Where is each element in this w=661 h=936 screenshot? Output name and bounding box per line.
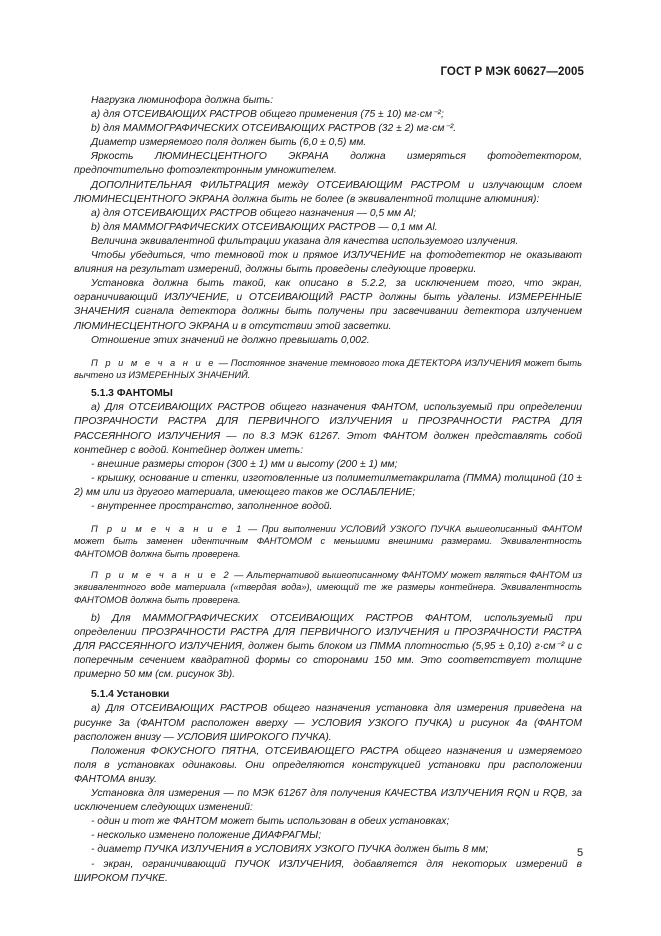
paragraph: a) Для ОТСЕИВАЮЩИХ РАСТРОВ общего назначения ФАНТОМ, используемый при определении ПРОЗРАЧНОСТИ РАСТРА ДЛЯ ПЕРВИЧНОГО ИЗЛУЧЕНИЯ и ПРОЗРАЧНОСТИ РАСТРА ДЛЯ РАССЕЯННОГО ИЗЛУЧЕНИЯ — по 8.3 МЭК 61267. Этот ФАНТОМ должен представлять собой контейнер с водой. Контейнер должен иметь: [74, 402, 582, 456]
note-text: — Альтернативой вышеописанному ФАНТОМУ может являться ФАНТОМ из эквивалентного воде материала («твердая вода»), имеющий те же размеры контейнера. Эквивалентность ФАНТОМОВ должна быть проверена. [74, 570, 582, 605]
section-heading: 5.1.3 ФАНТОМЫ [91, 388, 173, 400]
note-label: П р и м е ч а н и е [91, 357, 216, 368]
list-item: - один и тот же ФАНТОМ может быть использован в обеих установках; [91, 816, 450, 828]
paragraph: Диаметр измеряемого поля должен быть (6,0 ± 0,5) мм. [91, 137, 367, 149]
list-item: - внешние размеры сторон (300 ± 1) мм и высоту (200 ± 1) мм; [91, 458, 398, 470]
paragraph: Положения ФОКУСНОГО ПЯТНА, ОТСЕИВАЮЩЕГО РАСТРА общего назначения и измеряемого поля в установках одинаковы. Они определяются конструкцией установки при расположении ФАНТОМА внизу. [74, 745, 582, 785]
note-text: — Постоянное значение темнового тока ДЕТЕКТОРА ИЗЛУЧЕНИЯ может быть вычтено из ИЗМЕРЕННЫХ ЗНАЧЕНИЙ. [74, 357, 582, 380]
note-label: П р и м е ч а н и е 2 [91, 570, 232, 581]
list-item: b) для МАММОГРАФИЧЕСКИХ ОТСЕИВАЮЩИХ РАСТРОВ — 0,1 мм Al. [91, 221, 438, 233]
paragraph: Нагрузка люминофора должна быть: [91, 95, 274, 106]
section-heading: 5.1.4 Установки [91, 689, 170, 701]
list-item: b) для МАММОГРАФИЧЕСКИХ ОТСЕИВАЮЩИХ РАСТРОВ (32 ± 2) мг·см⁻². [91, 123, 457, 135]
paragraph: ДОПОЛНИТЕЛЬНАЯ ФИЛЬТРАЦИЯ между ОТСЕИВАЮЩИМ РАСТРОМ и излучающим слоем ЛЮМИНЕСЦЕНТНОГО ЭКРАНА должна быть не более (в эквивалентной толщине алюминия): [74, 179, 582, 205]
paragraph: Установка для измерения — по МЭК 61267 для получения КАЧЕСТВА ИЗЛУЧЕНИЯ RQN и RQB, за исключением следующих изменений: [74, 788, 582, 814]
paragraph: Установка должна быть такой, как описано в 5.2.2, за исключением того, что экран, ограничивающий ИЗЛУЧЕНИЕ, и ОТСЕИВАЮЩИЙ РАСТР должны быть удалены. ИЗМЕРЕННЫЕ ЗНАЧЕНИЯ сигнала детектора должны быть получены при засвечивании детектора излучением ЛЮМИНЕСЦЕНТНОГО ЭКРАНА и в отсутствии этой засветки. [74, 278, 582, 332]
paragraph: a) Для ОТСЕИВАЮЩИХ РАСТРОВ общего назначения установка для измерения приведена на рисунке 3а (ФАНТОМ расположен вверху — УСЛОВИЯ УЗКОГО ПУЧКА) и рисунок 4а (ФАНТОМ расположен внизу — УСЛОВИЯ ШИРОКОГО ПУЧКА). [74, 703, 582, 743]
list-item: - диаметр ПУЧКА ИЗЛУЧЕНИЯ в УСЛОВИЯХ УЗКОГО ПУЧКА должен быть 8 мм; [91, 844, 489, 856]
note [74, 523, 582, 560]
paragraph: Отношение этих значений не должно превышать 0,002. [91, 334, 370, 346]
paragraph: b) Для МАММОГРАФИЧЕСКИХ ОТСЕИВАЮЩИХ РАСТРОВ ФАНТОМ, используемый при определении ПРОЗРАЧНОСТИ РАСТРА ДЛЯ ПЕРВИЧНОГО ИЗЛУЧЕНИЯ и ПРОЗРАЧНОСТИ РАСТРА ДЛЯ РАССЕЯННОГО ИЗЛУЧЕНИЯ, должен быть блоком из ПММА плотностью (5,95 ± 0,10) г·см⁻² и с поперечным сечением квадратной формы со сторонами 150 мм. Это соответствует толщине примерно 50 мм (см. рисунок 3b). [74, 612, 582, 681]
note-label: П р и м е ч а н и е 1 [91, 524, 244, 535]
paragraph: Чтобы убедиться, что темновой ток и прямое ИЗЛУЧЕНИЕ на фотодетектор не оказывают влияния на результат измерений, должны быть проведены следующие проверки. [74, 250, 582, 276]
note-text: — При выполнении УСЛОВИЙ УЗКОГО ПУЧКА вышеописанный ФАНТОМ может быть заменен идентичным ФАНТОМОМ с меньшими внешними размерами. Эквивалентность ФАНТОМОВ должна быть проверена. [74, 524, 583, 559]
list-item: a) для ОТСЕИВАЮЩИХ РАСТРОВ общего применения (75 ± 10) мг·см⁻²; [91, 109, 444, 121]
list-item: a) для ОТСЕИВАЮЩИХ РАСТРОВ общего назначения — 0,5 мм Al; [91, 207, 417, 219]
list-item: - внутреннее пространство, заполненное водой. [91, 501, 333, 513]
paragraph: Величина эквивалентной фильтрации указана для качества используемого излучения. [91, 235, 519, 247]
note [74, 357, 582, 382]
list-item: - несколько изменено положение ДИАФРАГМЫ; [91, 830, 322, 842]
list-item: - экран, ограничивающий ПУЧОК ИЗЛУЧЕНИЯ, добавляется для некоторых измерений в ШИРОКОМ ПУЧКЕ. [74, 858, 582, 884]
paragraph: Яркость ЛЮМИНЕСЦЕНТНОГО ЭКРАНА должна измеряться фотодетектором, предпочтительно фотоэлектронным умножителем. [74, 151, 582, 177]
list-item: - крышку, основание и стенки, изготовленные из полиметилметакрилата (ПММА) толщиной (10 ± 2) мм или из другого материала, имеющего таков же ОСЛАБЛЕНИЕ; [74, 472, 582, 498]
note [74, 569, 582, 606]
document-code: ГОСТ Р МЭК 60627—2005 [440, 66, 584, 78]
page-body [74, 94, 582, 886]
page-number: 5 [577, 847, 584, 859]
